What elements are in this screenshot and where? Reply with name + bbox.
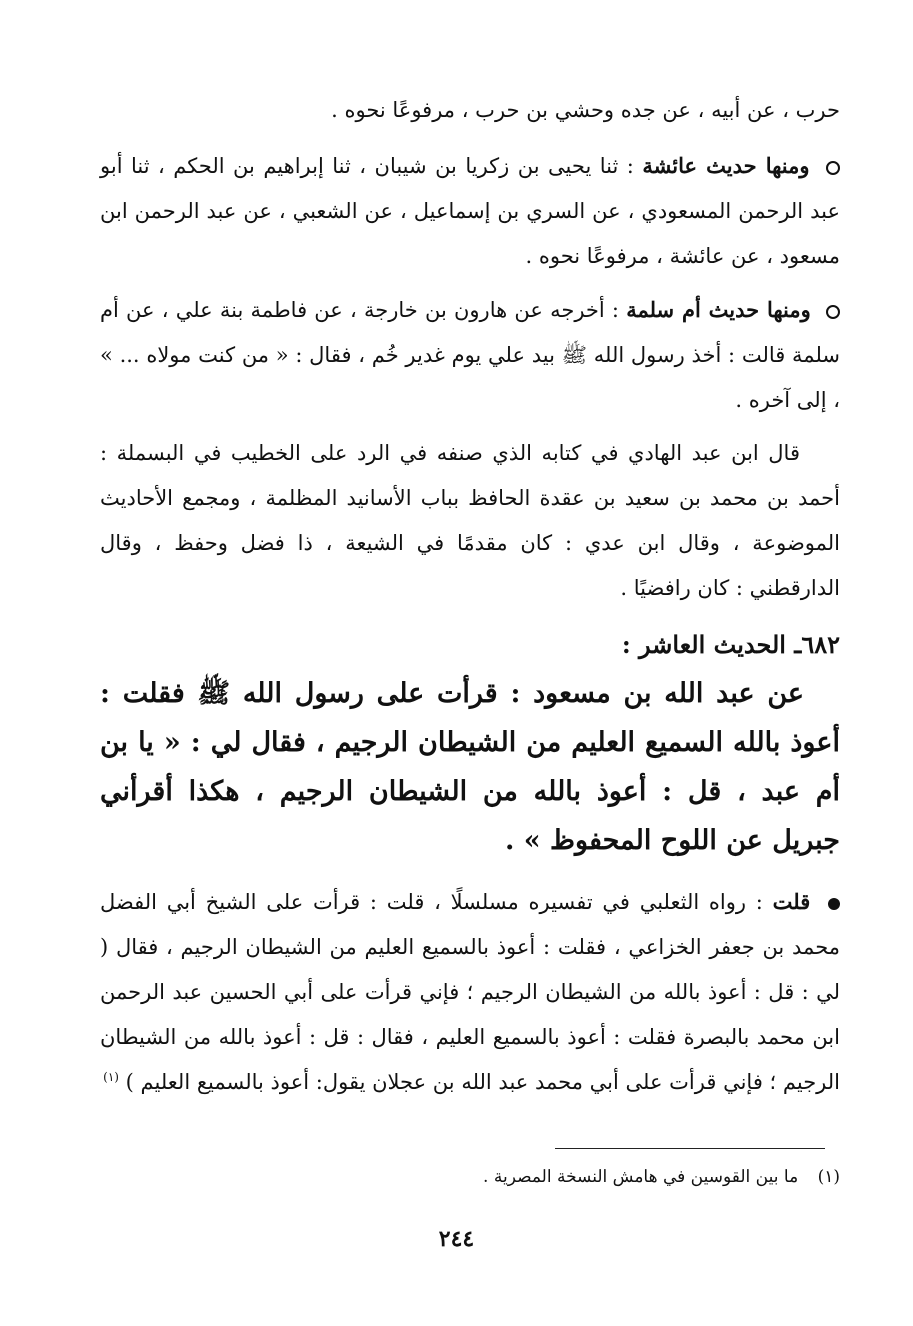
paragraph-continuation	[100, 88, 840, 133]
paragraph-text: : أخرجه عن هارون بن خارجة ، عن فاطمة بنة علي ، عن أم سلمة قالت : أخذ رسول الله ﷺ بيد علي يوم غدير خُم ، فقال : « من كنت مولاه ... » ، إلى آخره .	[100, 298, 840, 412]
paragraph-text: : ثنا يحيى بن زكريا بن شيبان ، ثنا إبراهيم بن الحكم ، ثنا أبو عبد الرحمن المسعودي ، عن السري بن إسماعيل ، عن الشعبي ، عن عبد الرحمن ابن مسعود ، عن عائشة ، مرفوعًا نحوه .	[100, 154, 840, 268]
paragraph-text: حرب ، عن أبيه ، عن جده وحشي بن حرب ، مرفوعًا نحوه .	[331, 98, 840, 122]
paragraph-ibn-abd-alhadi	[100, 431, 840, 611]
footnote-number: (١)	[817, 1167, 840, 1187]
section-lead: ومنها حديث عائشة	[642, 153, 810, 178]
circle-bullet-icon	[826, 305, 840, 319]
footnote-separator	[555, 1148, 825, 1149]
commentary-paragraph	[100, 879, 840, 1105]
footnote-text: ما بين القوسين في هامش النسخة المصرية .	[483, 1167, 799, 1187]
page-number: ٢٤٤	[438, 1226, 475, 1252]
filled-bullet-icon	[828, 898, 840, 910]
footnote	[300, 1162, 840, 1192]
section-lead: ومنها حديث أم سلمة	[626, 297, 811, 322]
paragraph-umm-salama-hadith	[100, 287, 840, 423]
commentary-text: : رواه الثعلبي في تفسيره مسلسلًا ، قلت : قرأت على الشيخ أبي الفضل محمد بن جعفر الخزاعي ، فقلت : أعوذ بالسميع العليم من الشيطان الرجيم ، فقال ( لي : قل : أعوذ بالله من الشيطان الرجيم ؛ فإني قرأت على أبي الحسين عبد الرحمن ابن محمد بالبصرة فقلت : أعوذ بالسميع العليم ، فقال : قل : أعوذ بالله من الشيطان الرجيم ؛ فإني قرأت على أبي محمد عبد الله بن عجلان يقول: أعوذ بالسميع العليم )	[100, 890, 840, 1094]
hadith-heading: ٦٨٢ـ الحديث العاشر :	[621, 630, 840, 659]
footnote-reference: (١)	[103, 1070, 119, 1084]
circle-bullet-icon	[826, 161, 840, 175]
paragraph-text: قال ابن عبد الهادي في كتابه الذي صنفه في الرد على الخطيب في البسملة : أحمد بن محمد بن سعيد بن عقدة الحافظ بباب الأسانيد المظلمة ، ومجمع الأحاديث الموضوعة ، وقال ابن عدي : كان مقدمًا في الشيعة ، ذا فضل وحفظ ، وقال الدارقطني : كان رافضيًا .	[100, 441, 840, 600]
paragraph-aisha-hadith	[100, 143, 840, 279]
commentary-lead: قلت	[772, 889, 811, 914]
page-body	[100, 88, 840, 1113]
hadith-text: عن عبد الله بن مسعود : قرأت على رسول الله ﷺ فقلت : أعوذ بالله السميع العليم من الشيطان الرجيم ، فقال لي : « يا بن أم عبد ، قل : أعوذ بالله من الشيطان الرجيم ، هكذا أقرأني جبريل عن اللوح المحفوظ » .	[100, 678, 840, 856]
